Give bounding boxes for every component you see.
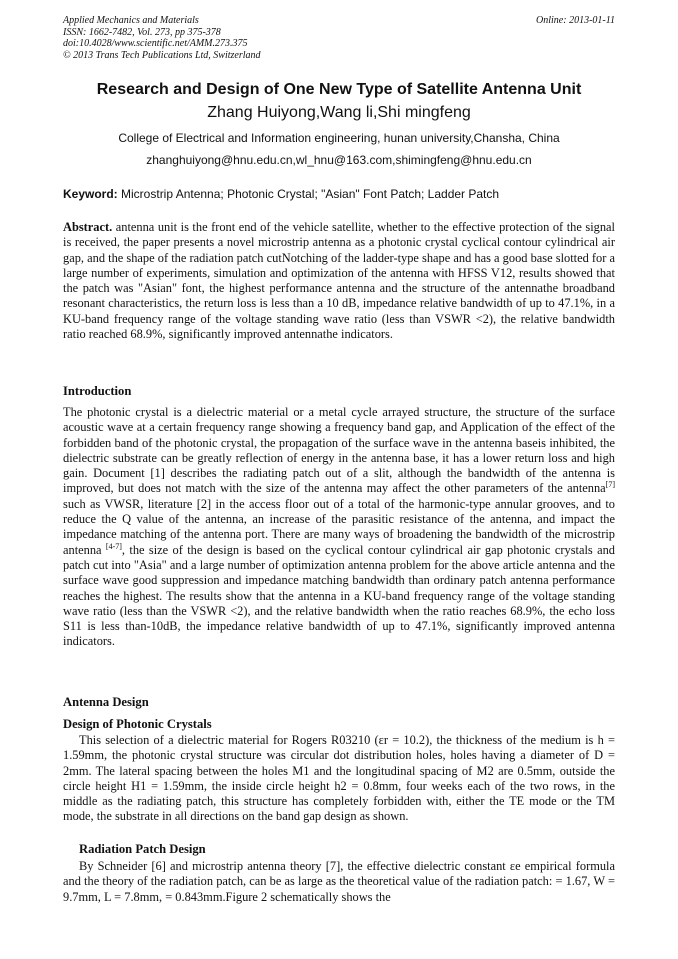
intro-part-2: such as VWSR, literature [2] in the access floor out of a total of the harmonic-type annular grooves, and to reduce the Q value of the antenna, an increase of the parasitic resistance of the antenna, and impact the impedance matching of the antenna port. There are many ways of broadening the bandwidth of the microstrip antenna <box>63 496 615 557</box>
abstract-text: antenna unit is the front end of the vehicle satellite, whether to the effective protection of the signal is received, the paper presents a novel microstrip antenna as a photonic crystal cyclical contour cylindrical air gap, and the shape of the radiation patch cutNotching of the ladder-type shape and has a good base slotted for a large number of experiments, simulation and optimization of the antenna with HFSS V12, results showed that the patch was "Asian" font, the highest performance antenna and the structure of the antennathe broadband resonant characteristics, the return loss is less than a 10 dB, impedance relative bandwidth of up to 47.1%, in a KU-band frequency range of the voltage standing wave ratio (less than VSWR <2), the relative bandwidth ratio reached 68.9%, significantly improved antennathe indicators. <box>63 220 615 342</box>
paper-authors: Zhang Huiyong,Wang li,Shi mingfeng <box>207 104 471 121</box>
intro-part-1: The photonic crystal is a dielectric material or a metal cycle arrayed structure, the structure of the surface acoustic wave at a certain frequency range showing a frequency band gap, and Application of the effect of the forbidden band of the photonic crystal, the propagation of the surface wave in the antenna baseis inhibited, the dielectric substrate can be greatly reflection of energy in the antenna base, it has a lower return loss and high gain. Document [1] describes the radiating patch out of a slit, although the bandwidth of the antenna is improved, but does not match with the size of the antenna may affect the other parameters of the antenna <box>63 405 615 496</box>
introduction-paragraph <box>63 405 615 650</box>
issn-line: ISSN: 1662-7482, Vol. 273, pp 375-378 <box>63 26 221 38</box>
journal-name: Applied Mechanics and Materials <box>63 15 199 26</box>
online-date: Online: 2013-01-11 <box>536 15 615 26</box>
radiation-patch-subheading: Radiation Patch Design <box>79 842 206 856</box>
keywords-text: Microstrip Antenna; Photonic Crystal; "Asian" Font Patch; Ladder Patch <box>117 187 500 201</box>
affiliation: College of Electrical and Information engineering, hunan university,Chansha, China <box>118 131 560 145</box>
paper-title: Research and Design of One New Type of Satellite Antenna Unit <box>96 81 582 98</box>
citation-ref: [7] <box>605 480 615 490</box>
photonic-crystals-subheading: Design of Photonic Crystals <box>63 717 212 731</box>
abstract <box>63 220 615 342</box>
photonic-crystals-paragraph: This selection of a dielectric material for Rogers R03210 (εr = 10.2), the thickness of the medium is h = 1.59mm, the photonic crystal structure was circular dot distribution holes, holes having a diameter of D = 2mm. The lateral spacing between the holes M1 and the longitudinal spacing of M2 are 0.5mm, outside the circle height H1 = 1.59mm, the inside circle height h2 = 0.8mm, four weeks each of the two rows, in the middle as the radiating patch, this structure has completely forbidden with, either the TE mode or the TM mode, the substrate in all directions on the band gap design as shown. <box>63 733 615 824</box>
radiation-patch-paragraph: By Schneider [6] and microstrip antenna theory [7], the effective dielectric constant εe empirical formula and the theory of the radiation patch, can be as large as the theoretical value of the radiation patch: = 1.67, W = 9.7mm, L = 7.8mm, = 0.843mm.Figure 2 schematically shows the <box>63 859 615 904</box>
keywords-label: Keyword: <box>63 187 118 201</box>
introduction-heading: Introduction <box>63 384 132 398</box>
intro-part-3: , the size of the design is based on the cyclical contour cylindrical air gap photonic crystals and patch cut into "Asia" and a large number of optimization antenna problem for the above article antenna and the surface wave good suppression and impedance matching bandwidth than ordinary patch antenna performance reaches the highest. The results show that the antenna in a KU-band frequency range of the voltage standing wave ratio (less than the VSWR <2), and the relative bandwidth when the ratio reaches 68.9%, the echo loss S11 is less than-10dB, the impedance relative bandwidth of up to 47.1%, significantly improved antenna indicators. <box>63 542 615 649</box>
citation-ref: [4-7] <box>105 541 122 551</box>
antenna-design-heading: Antenna Design <box>63 695 149 709</box>
journal-header <box>63 15 615 61</box>
doi-line: doi:10.4028/www.scientific.net/AMM.273.375 <box>63 38 248 49</box>
author-emails: zhanghuiyong@hnu.edu.cn,wl_hnu@163.com,shimingfeng@hnu.edu.cn <box>146 153 532 167</box>
keywords <box>63 187 615 201</box>
copyright-line: © 2013 Trans Tech Publications Ltd, Switzerland <box>63 49 261 61</box>
abstract-label: Abstract. <box>63 220 113 234</box>
